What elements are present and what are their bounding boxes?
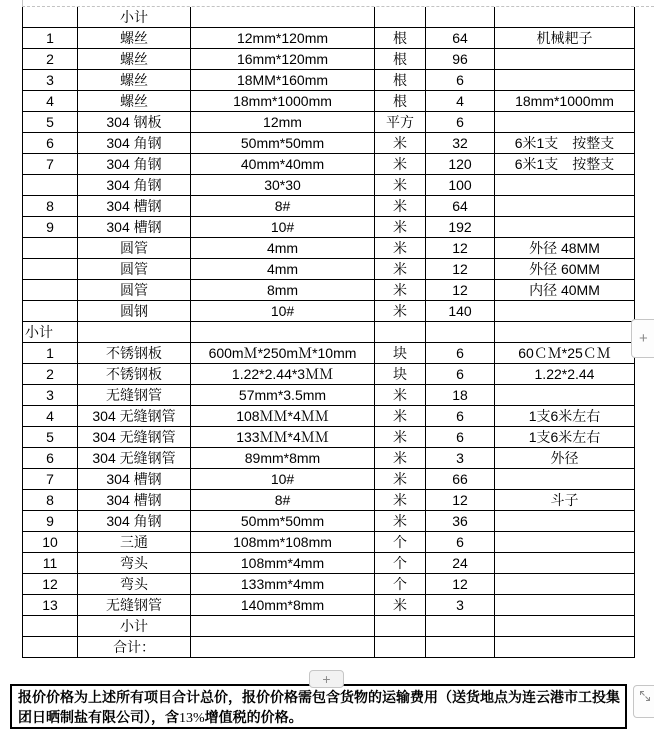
table-cell[interactable]: 根: [375, 49, 426, 70]
table-cell[interactable]: 12mm: [191, 112, 375, 133]
table-cell[interactable]: 外径 60MM: [495, 259, 635, 280]
table-cell[interactable]: 不锈钢板: [78, 364, 191, 385]
table-cell[interactable]: 米: [375, 427, 426, 448]
table-cell[interactable]: 96: [426, 49, 495, 70]
table-cell[interactable]: [426, 616, 495, 637]
table-cell[interactable]: 米: [375, 595, 426, 616]
table-row: [23, 406, 635, 427]
table-cell[interactable]: 133ＭＭ*4ＭＭ: [191, 427, 375, 448]
table-cell[interactable]: 6: [426, 343, 495, 364]
table-cell[interactable]: 6米1支 按整支: [495, 154, 635, 175]
table-cell[interactable]: 米: [375, 406, 426, 427]
table-row: [23, 511, 635, 532]
insert-plus-button[interactable]: [309, 670, 344, 688]
table-cell[interactable]: 304 无缝钢管: [78, 448, 191, 469]
table-row: [23, 217, 635, 238]
table-cell[interactable]: [495, 112, 635, 133]
table-cell[interactable]: 120: [426, 154, 495, 175]
table-row: [23, 637, 635, 658]
table-cell[interactable]: [495, 385, 635, 406]
table-cell[interactable]: [375, 7, 426, 28]
table-cell[interactable]: [23, 637, 78, 658]
table-cell[interactable]: [375, 616, 426, 637]
table-cell[interactable]: 304 钢板: [78, 112, 191, 133]
table-cell[interactable]: 9: [23, 217, 78, 238]
table-cell[interactable]: [495, 7, 635, 28]
table-cell[interactable]: 1.22*2.44*3ＭＭ: [191, 364, 375, 385]
table-row: [23, 175, 635, 196]
table-cell[interactable]: 60ＣＭ*25ＣＭ: [495, 343, 635, 364]
table-cell[interactable]: 108mm*4mm: [191, 553, 375, 574]
table-cell[interactable]: [23, 616, 78, 637]
table-cell[interactable]: 6: [426, 364, 495, 385]
table-cell[interactable]: [375, 322, 426, 343]
table-cell[interactable]: 米: [375, 280, 426, 301]
table-cell[interactable]: [191, 616, 375, 637]
table-cell[interactable]: 304 角钢: [78, 511, 191, 532]
table-cell[interactable]: 米: [375, 385, 426, 406]
table-cell[interactable]: [495, 196, 635, 217]
diagonal-resize-icon: [638, 690, 652, 707]
table-row: [23, 112, 635, 133]
table-cell[interactable]: 米: [375, 154, 426, 175]
table-cell[interactable]: 2: [23, 364, 78, 385]
table-cell[interactable]: 12: [23, 574, 78, 595]
table-row: [23, 595, 635, 616]
table-cell[interactable]: 600mＭ*250mＭ*10mm: [191, 343, 375, 364]
table-row: [23, 259, 635, 280]
plus-icon: +: [639, 330, 648, 347]
table-cell[interactable]: 10: [23, 532, 78, 553]
table-cell[interactable]: 304 无缝钢管: [78, 406, 191, 427]
table-cell[interactable]: [495, 469, 635, 490]
table-cell[interactable]: 小计: [23, 322, 78, 343]
table-cell[interactable]: [23, 175, 78, 196]
table-row: [23, 385, 635, 406]
table-row: [23, 238, 635, 259]
table-cell[interactable]: 6: [426, 532, 495, 553]
table-cell[interactable]: [495, 616, 635, 637]
table-row: [23, 70, 635, 91]
table-row: [23, 49, 635, 70]
table-cell[interactable]: 不锈钢板: [78, 343, 191, 364]
table-cell[interactable]: 螺丝: [78, 28, 191, 49]
table-cell[interactable]: [191, 7, 375, 28]
table-cell[interactable]: 100: [426, 175, 495, 196]
table-cell[interactable]: 3: [426, 595, 495, 616]
table-cell[interactable]: 6: [23, 133, 78, 154]
table-cell[interactable]: 30*30: [191, 175, 375, 196]
table-cell[interactable]: 57mm*3.5mm: [191, 385, 375, 406]
table-cell[interactable]: 弯头: [78, 553, 191, 574]
table-cell[interactable]: 圆管: [78, 280, 191, 301]
table-cell[interactable]: 米: [375, 448, 426, 469]
table-cell[interactable]: [23, 259, 78, 280]
table-cell[interactable]: 304 无缝钢管: [78, 427, 191, 448]
table-cell[interactable]: 圆管: [78, 259, 191, 280]
table-cell[interactable]: 无缝钢管: [78, 385, 191, 406]
table-cell[interactable]: 8: [23, 196, 78, 217]
table-cell[interactable]: [191, 322, 375, 343]
footer-note-text: 报价价格为上述所有项目合计总价，报价价格需包含货物的运输费用（送货地点为连云港市工投集团日晒制盐有限公司），含: [18, 689, 620, 725]
table-row: [23, 343, 635, 364]
table-cell[interactable]: 根: [375, 70, 426, 91]
table-cell[interactable]: [495, 532, 635, 553]
table-cell[interactable]: 弯头: [78, 574, 191, 595]
table-cell[interactable]: 64: [426, 28, 495, 49]
table-cell[interactable]: [426, 7, 495, 28]
insert-row-plus-button[interactable]: [631, 319, 654, 358]
table-cell[interactable]: 外径 48MM: [495, 238, 635, 259]
table-cell[interactable]: [495, 217, 635, 238]
table-cell[interactable]: 米: [375, 259, 426, 280]
table-cell[interactable]: 圆钢: [78, 301, 191, 322]
table-row: [23, 448, 635, 469]
table-cell[interactable]: 18mm*1000mm: [191, 91, 375, 112]
table-cell[interactable]: 个: [375, 574, 426, 595]
table-cell[interactable]: 304 角钢: [78, 154, 191, 175]
table-cell[interactable]: 64: [426, 196, 495, 217]
table-cell[interactable]: 10#: [191, 217, 375, 238]
table-cell[interactable]: 3: [23, 70, 78, 91]
table-cell[interactable]: 12: [426, 259, 495, 280]
table-row: [23, 91, 635, 112]
table-cell[interactable]: 133mm*4mm: [191, 574, 375, 595]
table-row: [23, 280, 635, 301]
table-cell[interactable]: 12: [426, 280, 495, 301]
table-cell[interactable]: 4: [23, 91, 78, 112]
table-row: [23, 196, 635, 217]
table-cell[interactable]: [78, 322, 191, 343]
table-row: [23, 154, 635, 175]
table-cell[interactable]: 18: [426, 385, 495, 406]
table-cell[interactable]: 32: [426, 133, 495, 154]
table-cell[interactable]: 12: [426, 490, 495, 511]
table-cell[interactable]: 根: [375, 28, 426, 49]
table-row: [23, 133, 635, 154]
table-cell[interactable]: 24: [426, 553, 495, 574]
table-cell[interactable]: 9: [23, 511, 78, 532]
table-cell[interactable]: 1: [23, 343, 78, 364]
table-cell[interactable]: 合计：: [78, 637, 191, 658]
table-cell[interactable]: 13: [23, 595, 78, 616]
table-cell[interactable]: [495, 553, 635, 574]
footer-note-tail: 增值税的价格。: [204, 709, 303, 725]
table-cell[interactable]: 11: [23, 553, 78, 574]
table-cell[interactable]: 米: [375, 196, 426, 217]
table-cell[interactable]: 12: [426, 238, 495, 259]
table-cell[interactable]: 7: [23, 154, 78, 175]
footer-note: [10, 684, 627, 729]
table-cell[interactable]: 304 槽钢: [78, 196, 191, 217]
table-cell[interactable]: 12: [426, 574, 495, 595]
table-cell[interactable]: 小计: [78, 616, 191, 637]
table-cell[interactable]: [495, 301, 635, 322]
table-row: [23, 616, 635, 637]
table-cell[interactable]: [426, 322, 495, 343]
table-cell[interactable]: 8: [23, 490, 78, 511]
table-cell[interactable]: 108mm*108mm: [191, 532, 375, 553]
table-cell[interactable]: 米: [375, 133, 426, 154]
table-cell[interactable]: [23, 7, 78, 28]
table-cell[interactable]: 108ＭＭ*4ＭＭ: [191, 406, 375, 427]
table-row: [23, 28, 635, 49]
table-cell[interactable]: 4: [23, 406, 78, 427]
table-row: [23, 301, 635, 322]
table-cell[interactable]: 304 角钢: [78, 133, 191, 154]
table-cell[interactable]: 6: [426, 427, 495, 448]
table-cell[interactable]: 内径 40MM: [495, 280, 635, 301]
table-cell[interactable]: [23, 238, 78, 259]
table-cell[interactable]: [495, 70, 635, 91]
table-cell[interactable]: 1.22*2.44: [495, 364, 635, 385]
table-cell[interactable]: 5: [23, 427, 78, 448]
table-cell[interactable]: [191, 637, 375, 658]
table-cell[interactable]: 8mm: [191, 280, 375, 301]
table-cell[interactable]: 304 槽钢: [78, 490, 191, 511]
table-cell[interactable]: 个: [375, 532, 426, 553]
table-cell[interactable]: 螺丝: [78, 70, 191, 91]
table-cell[interactable]: 5: [23, 112, 78, 133]
table-cell[interactable]: 192: [426, 217, 495, 238]
table-cell[interactable]: 圆管: [78, 238, 191, 259]
table-cell[interactable]: [495, 574, 635, 595]
table-cell[interactable]: 米: [375, 511, 426, 532]
table-cell[interactable]: 36: [426, 511, 495, 532]
table-cell[interactable]: 10#: [191, 301, 375, 322]
table-row: [23, 574, 635, 595]
table-cell[interactable]: 8#: [191, 490, 375, 511]
table-row: [23, 7, 635, 28]
table-cell[interactable]: 10#: [191, 469, 375, 490]
table-cell[interactable]: 12mm*120mm: [191, 28, 375, 49]
table-cell[interactable]: [495, 49, 635, 70]
table-row: [23, 553, 635, 574]
table-row: [23, 427, 635, 448]
table-cell[interactable]: 304 槽钢: [78, 469, 191, 490]
table-cell[interactable]: 6: [23, 448, 78, 469]
table-cell[interactable]: 米: [375, 469, 426, 490]
table-cell[interactable]: 4mm: [191, 259, 375, 280]
table-cell[interactable]: 三通: [78, 532, 191, 553]
table-cell[interactable]: 6: [426, 406, 495, 427]
table-cell[interactable]: [23, 280, 78, 301]
table-row: [23, 469, 635, 490]
table-cell[interactable]: [495, 637, 635, 658]
table-cell[interactable]: 机械耙子: [495, 28, 635, 49]
table-cell[interactable]: 140: [426, 301, 495, 322]
quotation-table: [22, 7, 635, 658]
table-cell[interactable]: 斗子: [495, 490, 635, 511]
table-cell[interactable]: 6: [426, 112, 495, 133]
table-cell[interactable]: 米: [375, 238, 426, 259]
plus-icon: +: [322, 671, 331, 687]
footer-note-percent: 13%: [179, 711, 205, 726]
table-cell[interactable]: [495, 322, 635, 343]
table-cell[interactable]: 16mm*120mm: [191, 49, 375, 70]
table-cell[interactable]: 6: [426, 70, 495, 91]
table-row: [23, 532, 635, 553]
table-cell[interactable]: 66: [426, 469, 495, 490]
table-cell[interactable]: [495, 595, 635, 616]
table-row: [23, 364, 635, 385]
resize-table-button[interactable]: [633, 685, 654, 718]
table-cell[interactable]: 18mm*1000mm: [495, 91, 635, 112]
table-cell[interactable]: 7: [23, 469, 78, 490]
table-cell[interactable]: 18MM*160mm: [191, 70, 375, 91]
table-cell[interactable]: 40mm*40mm: [191, 154, 375, 175]
table-cell[interactable]: 4: [426, 91, 495, 112]
table-cell[interactable]: 米: [375, 301, 426, 322]
table-cell[interactable]: 平方: [375, 112, 426, 133]
table-cell[interactable]: 螺丝: [78, 49, 191, 70]
table-cell[interactable]: 140mm*8mm: [191, 595, 375, 616]
table-cell[interactable]: [23, 301, 78, 322]
table-cell[interactable]: 304 角钢: [78, 175, 191, 196]
table-cell[interactable]: 小计: [78, 7, 191, 28]
table-cell[interactable]: 米: [375, 175, 426, 196]
table-cell[interactable]: 89mm*8mm: [191, 448, 375, 469]
table-cell[interactable]: 米: [375, 490, 426, 511]
table-cell[interactable]: 50mm*50mm: [191, 133, 375, 154]
table-cell[interactable]: 无缝钢管: [78, 595, 191, 616]
table-cell[interactable]: 50mm*50mm: [191, 511, 375, 532]
table-cell[interactable]: 个: [375, 553, 426, 574]
table-cell[interactable]: 螺丝: [78, 91, 191, 112]
table-cell[interactable]: 1支6米左右: [495, 406, 635, 427]
table-cell[interactable]: 3: [23, 385, 78, 406]
table-cell[interactable]: 1: [23, 28, 78, 49]
table-row: [23, 322, 635, 343]
table-cell[interactable]: 块: [375, 364, 426, 385]
table-cell[interactable]: 2: [23, 49, 78, 70]
table-cell[interactable]: 块: [375, 343, 426, 364]
table-cell[interactable]: 外径: [495, 448, 635, 469]
table-cell[interactable]: 304 槽钢: [78, 217, 191, 238]
table-cell[interactable]: 1支6米左右: [495, 427, 635, 448]
table-cell[interactable]: 4mm: [191, 238, 375, 259]
table-cell[interactable]: 根: [375, 91, 426, 112]
table-cell[interactable]: 6米1支 按整支: [495, 133, 635, 154]
table-cell[interactable]: [375, 637, 426, 658]
table-cell[interactable]: [495, 511, 635, 532]
table-row: [23, 490, 635, 511]
table-cell[interactable]: 8#: [191, 196, 375, 217]
table-cell[interactable]: 3: [426, 448, 495, 469]
table-cell[interactable]: 米: [375, 217, 426, 238]
table-cell[interactable]: [495, 175, 635, 196]
table-cell[interactable]: [426, 637, 495, 658]
